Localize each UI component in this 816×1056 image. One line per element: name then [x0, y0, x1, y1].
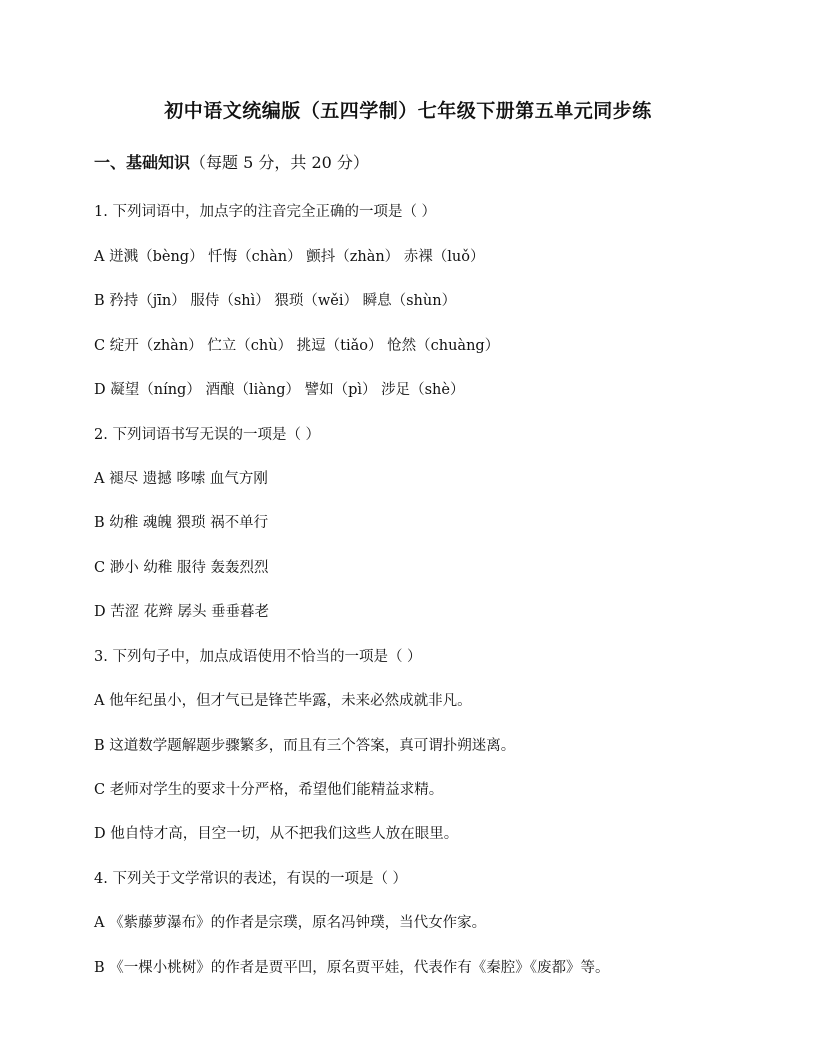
- question-1-option-a: A 迸溅（bèng） 忏悔（chàn） 颤抖（zhàn） 赤裸（luǒ）: [94, 249, 485, 265]
- question-2-option-c: C 渺小 幼稚 服待 轰轰烈烈: [94, 560, 269, 576]
- section-score-note: （每题 5 分，共 20 分）: [190, 153, 369, 172]
- page-title: 初中语文统编版（五四学制）七年级下册第五单元同步练: [164, 100, 652, 122]
- question-4: 4. 下列关于文学常识的表述，有误的一项是（ ）: [94, 871, 408, 887]
- question-1-option-c: C 绽开（zhàn） 伫立（chù） 挑逗（tiǎo） 怆然（chuàng）: [94, 338, 500, 354]
- question-4-option-b: B 《一棵小桃树》的作者是贾平凹，原名贾平娃，代表作有《秦腔》《废都》等。: [94, 960, 610, 976]
- question-3-option-a: A 他年纪虽小，但才气已是锋芒毕露，未来必然成就非凡。: [94, 693, 472, 709]
- question-1-option-b: B 矜持（jīn） 服侍（shì） 猥琐（wěi） 瞬息（shùn）: [94, 293, 457, 309]
- question-4-option-a: A 《紫藤萝瀑布》的作者是宗璞，原名冯钟璞，当代女作家。: [94, 915, 487, 931]
- question-2-option-d: D 苦涩 花辫 孱头 垂垂暮老: [94, 604, 270, 620]
- question-3: 3. 下列句子中，加点成语使用不恰当的一项是（ ）: [94, 649, 422, 665]
- section-title: 一、基础知识: [94, 153, 191, 172]
- question-2-option-a: A 褪尽 遗撼 哆嗦 血气方刚: [94, 471, 268, 487]
- question-1-option-d: D 凝望（níng） 酒酿（liàng） 譬如（pì） 涉足（shè）: [94, 382, 465, 398]
- section-heading: [94, 150, 369, 173]
- question-2: 2. 下列词语书写无误的一项是（ ）: [94, 427, 321, 443]
- question-2-option-b: B 幼稚 魂魄 猥琐 祸不单行: [94, 515, 269, 531]
- question-1: 1. 下列词语中，加点字的注音完全正确的一项是（ ）: [94, 204, 437, 220]
- question-3-option-d: D 他自恃才高，目空一切，从不把我们这些人放在眼里。: [94, 826, 459, 842]
- question-3-option-c: C 老师对学生的要求十分严格，希望他们能精益求精。: [94, 782, 444, 798]
- question-3-option-b: B 这道数学题解题步骤繁多，而且有三个答案，真可谓扑朔迷离。: [94, 738, 516, 754]
